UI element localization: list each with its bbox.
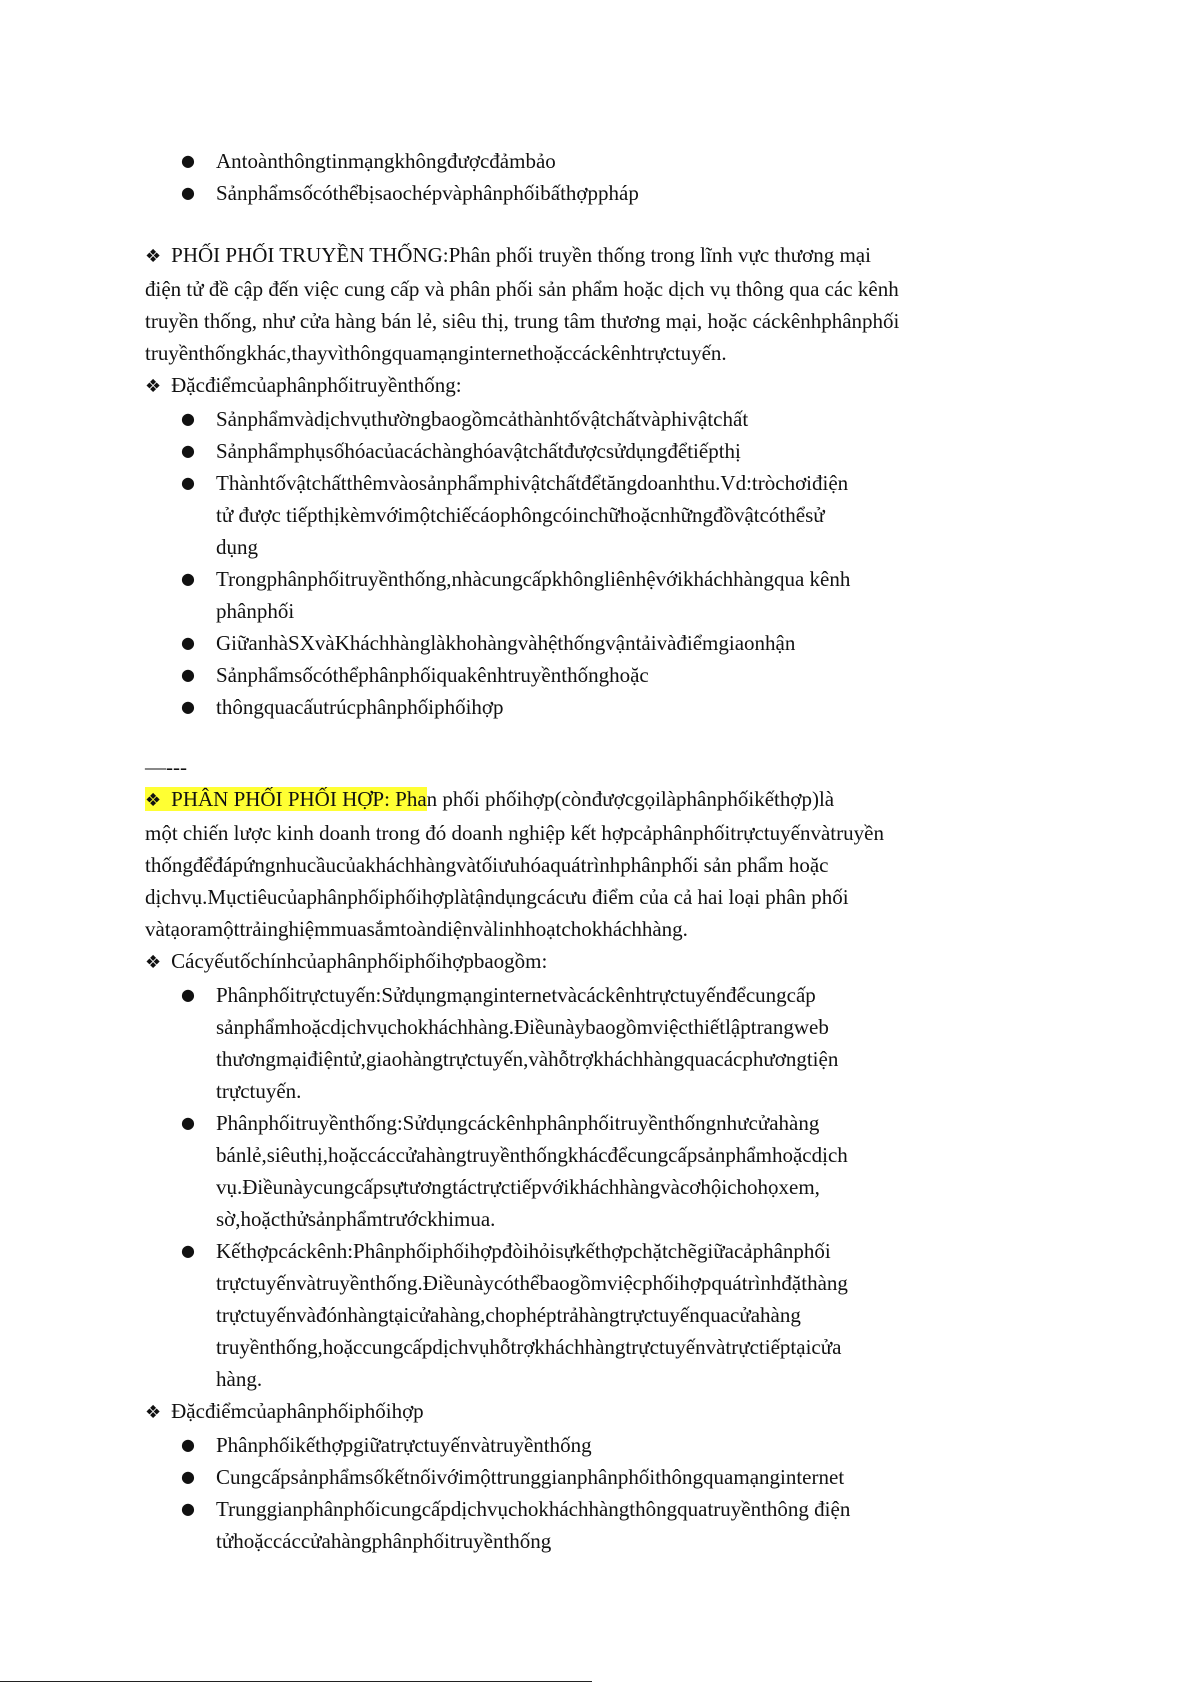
spacer bbox=[145, 209, 1050, 239]
highlighted-heading: ❖ PHÂN PHỐI PHỐI HỢP: Pha bbox=[145, 787, 427, 811]
list-item: ● Kếthợpcáckênh:Phânphốiphốihợpđòihỏisựkếthợpchặtchẽgiữacảphânphối trựctuyếnvàtruyềnthống.Điềunàycóthểbaogồmviệcphốihợpquátrìnhđặthàng trựctuyếnvàđónhàngtạicửahàng,chophéptrảhàngtrựctuyếnquacửahàng truyềnthống,hoặccungcấpdịchvụhỗtrợkháchhàngtrựctuyếnvàtrựctiếptạicửa hàng. bbox=[181, 1235, 1050, 1395]
list-item: ● Thànhtốvậtchấtthêmvàosảnphẩmphivậtchấtđểtăngdoanhthu.Vd:tròchơiđiện tử được tiếpthịkèmvớimộtchiếcáophôngcóinchữhoặcnhữngđồvậtcóthểsử dụng bbox=[181, 467, 1050, 563]
list-item: ● Sảnphẩmsốcóthểphânphốiquakênhtruyềnthốnghoặc bbox=[181, 659, 1050, 691]
bullet-icon: ● bbox=[181, 183, 195, 202]
list-item: ● Cungcấpsảnphẩmsốkếtnốivớimộttrunggianphânphốithôngquamạnginternet bbox=[181, 1461, 1050, 1493]
hybrid-elements-list bbox=[145, 979, 1050, 1395]
diamond-icon: ❖ bbox=[145, 1402, 162, 1423]
list-item: ● Sảnphẩmsốcóthểbịsaochépvàphânphốibấthợppháp bbox=[181, 177, 1050, 209]
paragraph-line: vàtạoramộttrảinghiệmmuasắmtoàndiệnvàlinhhoạtchokháchhàng. bbox=[145, 917, 688, 941]
list-item: ● Sảnphẩmvàdịchvụthườngbaogồmcảthànhtốvậtchấtvàphivậtchất bbox=[181, 403, 1050, 435]
separator-text: —--- bbox=[145, 755, 187, 779]
diamond-icon: ❖ bbox=[145, 790, 162, 811]
list-item: ● Phânphốitrựctuyến:Sửdụngmạnginternetvàcáckênhtrựctuyếnđểcungcấp sảnphẩmhoặcdịchvụchokháchhàng.Điềunàybaogồmviệcthiếtlậptrangweb thươngmạiđiệntử,giaohàngtrựctuyến,vàhỗtrợkháchhàngquacácphươngtiện trựctuyến. bbox=[181, 979, 1050, 1107]
paragraph-line: truyềnthốngkhác,thayvìthôngquamạnginternethoặccáckênhtrựctuyến. bbox=[145, 341, 727, 365]
bullet-icon: ● bbox=[181, 151, 195, 170]
traditional-heading: PHỐI PHỐI TRUYỀN THỐNG: bbox=[171, 243, 449, 267]
list-item: ● Trongphânphốitruyềnthống,nhàcungcấpkhôngliênhệvớikháchhàngqua kênh phânphối bbox=[181, 563, 1050, 627]
traditional-features-list bbox=[145, 403, 1050, 723]
bullet-icon: ● bbox=[181, 985, 195, 1004]
bullet-icon: ● bbox=[181, 473, 195, 492]
bullet-icon: ● bbox=[181, 1435, 195, 1454]
list-item: ● Sảnphẩmphụsốhóacủacáchànghóavậtchấtđượcsửdụngđểtiếpthị bbox=[181, 435, 1050, 467]
hybrid-features-heading: ❖ Đặcđiểmcủaphânphốiphốihợp bbox=[145, 1399, 424, 1423]
bullet-icon: ● bbox=[181, 409, 195, 428]
bullet-icon: ● bbox=[181, 441, 195, 460]
bullet-icon: ● bbox=[181, 665, 195, 684]
hybrid-features-list bbox=[145, 1429, 1050, 1557]
traditional-section bbox=[145, 239, 1050, 723]
list-item: ● Antoànthôngtinmạngkhôngđượcđảmbảo bbox=[181, 145, 1050, 177]
list-item: ● GiữanhàSXvàKháchhànglàkhohàngvàhệthốngvậntảivàđiểmgiaonhận bbox=[181, 627, 1050, 659]
paragraph-line: truyền thống, như cửa hàng bán lẻ, siêu thị, trung tâm thương mại, hoặc cáckênhphânphối bbox=[145, 309, 900, 333]
bullet-icon: ● bbox=[181, 1113, 195, 1132]
list-item: ● Phânphốitruyềnthống:Sửdụngcáckênhphânphốitruyềnthốngnhưcửahàng bánlẻ,siêuthị,hoặccáccửahàngtruyềnthốngkhácđểcungcấpsảnphẩmhoặcdịch vụ.Điềunàycungcấpsựtươngtáctrựctiếpvớikháchhàngvàcơhộichohọxem, sờ,hoặcthửsảnphẩmtrướckhimua. bbox=[181, 1107, 1050, 1235]
paragraph-line: dịchvụ.Mụctiêucủaphânphốiphốihợplàtậndụngcácưu điểm của cả hai loại phân phối bbox=[145, 885, 849, 909]
bullet-icon: ● bbox=[181, 569, 195, 588]
bullet-icon: ● bbox=[181, 1499, 195, 1518]
list-item: ● Phânphốikếthợpgiữatrựctuyếnvàtruyềnthống bbox=[181, 1429, 1050, 1461]
diamond-icon: ❖ bbox=[145, 246, 162, 267]
hybrid-elements-heading: ❖ Cácyếutốchínhcủaphânphốiphốihợpbaogồm: bbox=[145, 949, 548, 973]
traditional-features-heading: ❖ Đặcđiểmcủaphânphốitruyềnthống: bbox=[145, 373, 462, 397]
bullet-icon: ● bbox=[181, 633, 195, 652]
list-item: ● thôngquacấutrúcphânphốiphốihợp bbox=[181, 691, 1050, 723]
top-bullet-list bbox=[145, 145, 1050, 209]
diamond-icon: ❖ bbox=[145, 376, 162, 397]
paragraph-line: một chiến lược kinh doanh trong đó doanh nghiệp kết hợpcảphânphốitrựctuyếnvàtruyền bbox=[145, 821, 884, 845]
traditional-heading-line: ❖ PHỐI PHỐI TRUYỀN THỐNG:Phân phối truyền thống trong lĩnh vực thương mại bbox=[145, 243, 871, 267]
page-content bbox=[145, 145, 1050, 1557]
bullet-icon: ● bbox=[181, 1467, 195, 1486]
hybrid-heading-line: ❖ PHÂN PHỐI PHỐI HỢP: Phan phối phốihợp(cònđượcgọilàphânphốikếthợp)là bbox=[145, 787, 835, 811]
diamond-icon: ❖ bbox=[145, 952, 162, 973]
bullet-icon: ● bbox=[181, 697, 195, 716]
hybrid-section bbox=[145, 783, 1050, 1557]
footer-divider bbox=[0, 1681, 592, 1682]
bullet-icon: ● bbox=[181, 1241, 195, 1260]
paragraph-line: thốngđểđápứngnhucầucủakháchhàngvàtốiưuhóaquátrìnhphânphối sản phẩm hoặc bbox=[145, 853, 829, 877]
list-item: ● Trunggianphânphốicungcấpdịchvụchokháchhàngthôngquatruyềnthông điện tửhoặccáccửahàngphânphốitruyềnthống bbox=[181, 1493, 1050, 1557]
spacer bbox=[145, 723, 1050, 751]
paragraph-line: điện tử đề cập đến việc cung cấp và phân phối sản phẩm hoặc dịch vụ thông qua các kênh bbox=[145, 277, 899, 301]
